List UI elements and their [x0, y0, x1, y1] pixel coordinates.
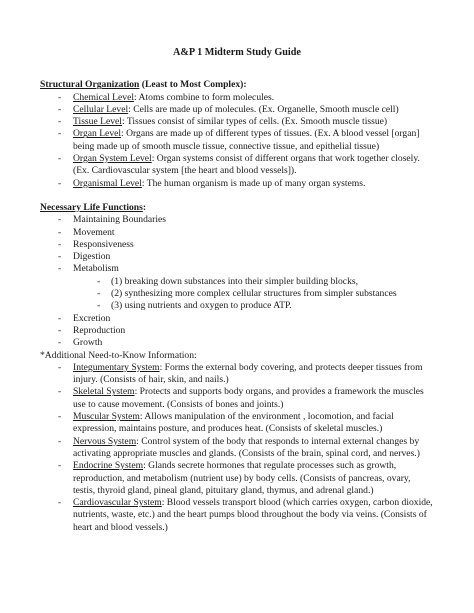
- term: Organ System Level: [73, 153, 152, 165]
- list-item: [40, 116, 434, 128]
- structural-organization-heading-suffix: (Least to Most Complex): [139, 79, 244, 91]
- sub-list-item: - (1) breaking down substances into their simpler building blocks,: [40, 276, 434, 288]
- life-functions-list: [40, 214, 434, 275]
- definition: : Allows manipulation of the environment , locomotion, and facial expression, maintains posture, and produces heat. (Consists of skeletal muscles.): [73, 411, 394, 435]
- list-item: - Responsiveness: [40, 239, 434, 251]
- definition: : Organs are made up of different types of tissues. (Ex. A blood vessel [organ] being made up of smooth muscle tissue, connective tissue, and epithelial tissue): [73, 128, 420, 152]
- list-item: - Metabolism: [40, 263, 434, 275]
- document-title: A&P 1 Midterm Study Guide: [173, 47, 301, 58]
- metabolism-sublist: [40, 276, 434, 313]
- definition: : Control system of the body that responds to internal external changes by activating appropriate muscles and glands. (Consists of the brain, spinal cord, and nerves.): [73, 435, 420, 459]
- life-functions-list-continued: [40, 313, 434, 350]
- life-functions-heading-colon: :: [142, 201, 147, 213]
- term: Cellular Level: [73, 103, 129, 115]
- list-item: [40, 436, 434, 461]
- list-item: [40, 104, 434, 116]
- definition: : Protects and supports body organs, and provides a framework the muscles use to cause movement. (Consists of bones and joints.): [73, 386, 424, 410]
- term: Nervous System: [73, 435, 137, 447]
- structural-organization-heading-text: Structural Organization: [40, 79, 140, 91]
- additional-info-heading: *Additional Need-to-Know Information:: [40, 349, 197, 361]
- list-item: [40, 497, 434, 534]
- term: Organ Level: [73, 128, 122, 140]
- term: Skeletal System: [73, 386, 135, 398]
- list-item: - Maintaining Boundaries: [40, 214, 434, 226]
- definition: : The human organism is made up of many organ systems.: [141, 177, 366, 189]
- term: Organismal Level: [73, 177, 142, 189]
- list-item: - Movement: [40, 227, 434, 239]
- definition: : Blood vessels transport blood (which carries oxygen, carbon dioxide, nutrients, waste, etc.) and the heart pumps blood throughout the body via veins. (Consists of heart and blood vessels.): [73, 497, 433, 533]
- list-item: - Digestion: [40, 251, 434, 263]
- additional-info-list: [40, 362, 434, 534]
- term: Tissue Level: [73, 116, 122, 128]
- definition: : Tissues consist of similar types of cells. (Ex. Smooth muscle tissue): [121, 116, 388, 128]
- list-item: - Excretion: [40, 313, 434, 325]
- sub-list-item: - (3) using nutrients and oxygen to produce ATP.: [40, 300, 434, 312]
- definition: : Atoms combine to form molecules.: [134, 91, 275, 103]
- term: Endocrine System: [73, 460, 144, 472]
- list-item: [40, 128, 434, 153]
- term: Chemical Level: [73, 91, 135, 103]
- definition: : Cells are made up of molecules. (Ex. Organelle, Smooth muscle cell): [128, 103, 399, 115]
- definition: : Organ systems consist of different organs that work together closely. (Ex. Cardiovascular system [the heart and blood vessels]).: [73, 153, 420, 177]
- definition: : Forms the external body covering, and protects deeper tissues from injury. (Consists of hair, skin, and nails.): [73, 361, 423, 386]
- life-functions-heading: [40, 202, 434, 214]
- sub-list-item: - (2) synthesizing more complex cellular structures from simpler substances: [40, 288, 434, 300]
- list-item: [40, 362, 434, 387]
- structural-organization-list: [40, 92, 434, 190]
- list-item: - Growth: [40, 337, 434, 349]
- list-item: [40, 153, 434, 178]
- structural-organization-heading: [40, 79, 434, 91]
- list-item: [40, 411, 434, 436]
- term: Integumentary System: [73, 361, 160, 373]
- list-item: [40, 460, 434, 497]
- list-item: - Reproduction: [40, 325, 434, 337]
- list-item: [40, 178, 434, 190]
- list-item: [40, 92, 434, 104]
- definition: : Glands secrete hormones that regulate processes such as growth, reproduction, and metabolism (nutrient use) by body cells. (Consists of pancreas, ovary, testis, thyroid gland, pineal gland, pituitary gland, thymus, and adrenal gland.): [73, 460, 411, 496]
- list-item: [40, 386, 434, 411]
- term: Cardiovascular System: [73, 497, 162, 509]
- life-functions-heading-text: Necessary Life Functions: [40, 201, 143, 213]
- structural-organization-heading-colon: :: [243, 79, 247, 91]
- term: Muscular System: [73, 411, 140, 423]
- section-spacer: [40, 190, 434, 202]
